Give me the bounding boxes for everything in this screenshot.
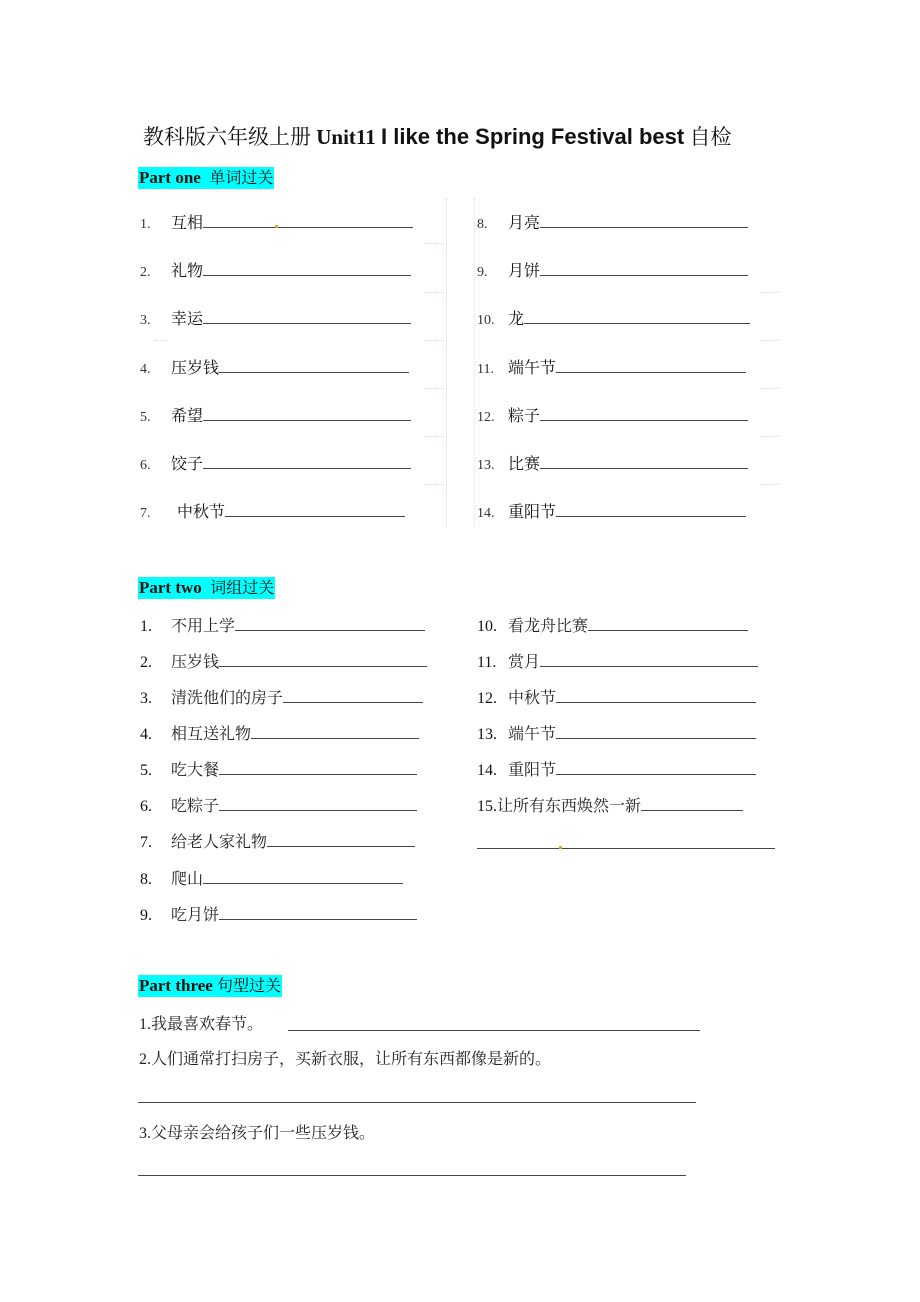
word-item: 5. 希望 <box>140 404 411 426</box>
answer-blank[interactable] <box>219 758 417 775</box>
answer-blank[interactable] <box>556 686 756 703</box>
answer-blank[interactable] <box>283 686 423 703</box>
edit-marker <box>559 846 562 849</box>
table-gridline <box>424 340 444 341</box>
page-title <box>143 122 731 152</box>
phrase-item: 2. 压岁钱 <box>140 650 427 672</box>
answer-blank[interactable] <box>540 259 748 276</box>
phrase-item: 10. 看龙舟比赛 <box>477 614 748 636</box>
answer-blank[interactable] <box>219 650 427 667</box>
answer-blank[interactable] <box>267 830 415 847</box>
table-gridline <box>155 340 167 341</box>
title-unit: Unit11 <box>316 125 376 149</box>
part-one-heading: Part one 单词过关 <box>139 168 274 187</box>
table-gridline <box>424 388 444 389</box>
table-gridline <box>760 436 780 437</box>
answer-blank[interactable] <box>235 614 425 631</box>
part-two-heading: Part two 词组过关 <box>139 578 275 597</box>
answer-blank[interactable] <box>203 867 403 884</box>
phrase-item: 6. 吃粽子 <box>140 794 417 816</box>
answer-blank[interactable] <box>288 1030 700 1031</box>
table-gridline <box>446 198 447 528</box>
phrase-item: 1. 不用上学 <box>140 614 425 636</box>
phrase-item: 14. 重阳节 <box>477 758 756 780</box>
phrase-item: 13. 端午节 <box>477 722 756 744</box>
answer-blank[interactable] <box>641 794 743 811</box>
answer-blank[interactable] <box>225 500 405 517</box>
word-item: 11. 端午节 <box>477 356 746 378</box>
phrase-item: 7. 给老人家礼物 <box>140 830 415 852</box>
word-item: 14. 重阳节 <box>477 500 746 522</box>
table-gridline <box>424 436 444 437</box>
answer-blank[interactable] <box>203 211 413 228</box>
word-item: 8. 月亮 <box>477 211 748 233</box>
answer-blank[interactable] <box>251 722 419 739</box>
answer-blank[interactable] <box>219 903 417 920</box>
answer-blank[interactable] <box>203 404 411 421</box>
answer-blank[interactable] <box>524 307 750 324</box>
word-item: 9. 月饼 <box>477 259 748 281</box>
answer-blank[interactable] <box>556 500 746 517</box>
table-gridline <box>424 243 444 244</box>
title-cn-suffix: 自检 <box>689 125 732 149</box>
word-item: 7. 中秋节 <box>140 500 405 522</box>
answer-blank[interactable] <box>203 307 411 324</box>
sentence-item: 3.父母亲会给孩子们一些压岁钱。 <box>139 1123 376 1142</box>
word-item: 2. 礼物 <box>140 259 411 281</box>
answer-blank[interactable] <box>138 1175 686 1176</box>
answer-blank-continuation[interactable] <box>477 848 775 849</box>
table-gridline <box>424 484 444 485</box>
answer-blank[interactable] <box>203 452 411 469</box>
word-item: 4. 压岁钱 <box>140 356 409 378</box>
answer-blank[interactable] <box>219 794 417 811</box>
phrase-item: 4. 相互送礼物 <box>140 722 419 744</box>
phrase-item: 15.让所有东西焕然一新 <box>477 794 743 816</box>
word-item: 6. 饺子 <box>140 452 411 474</box>
table-gridline <box>760 484 780 485</box>
part-three-heading: Part three 句型过关 <box>139 976 282 995</box>
phrase-item: 3. 清洗他们的房子 <box>140 686 423 708</box>
answer-blank[interactable] <box>540 650 758 667</box>
answer-blank[interactable] <box>203 259 411 276</box>
answer-blank[interactable] <box>588 614 748 631</box>
word-item: 12. 粽子 <box>477 404 748 426</box>
word-item: 10. 龙 <box>477 307 750 329</box>
phrase-item: 12. 中秋节 <box>477 686 756 708</box>
phrase-item: 5. 吃大餐 <box>140 758 417 780</box>
answer-blank[interactable] <box>138 1102 696 1103</box>
table-gridline <box>424 292 444 293</box>
answer-blank[interactable] <box>556 722 756 739</box>
answer-blank[interactable] <box>540 452 748 469</box>
word-item: 1. 互相 <box>140 211 413 233</box>
phrase-item: 9. 吃月饼 <box>140 903 417 925</box>
title-cn-prefix: 教科版六年级上册 <box>143 125 311 149</box>
word-item: 13. 比赛 <box>477 452 748 474</box>
edit-marker <box>275 225 278 228</box>
table-gridline <box>474 198 475 528</box>
answer-blank[interactable] <box>540 211 748 228</box>
answer-blank[interactable] <box>219 356 409 373</box>
phrase-item: 11. 赏月 <box>477 650 758 672</box>
phrase-item: 8. 爬山 <box>140 867 403 889</box>
table-gridline <box>760 340 780 341</box>
sentence-item: 2.人们通常打扫房子，买新衣服，让所有东西都像是新的。 <box>139 1049 552 1068</box>
table-gridline <box>760 292 780 293</box>
word-item: 3. 幸运 <box>140 307 411 329</box>
title-english: I like the Spring Festival best <box>381 124 685 149</box>
answer-blank[interactable] <box>556 356 746 373</box>
answer-blank[interactable] <box>556 758 756 775</box>
sentence-item: 1.我最喜欢春节。 <box>139 1014 264 1033</box>
table-gridline <box>760 388 780 389</box>
answer-blank[interactable] <box>540 404 748 421</box>
